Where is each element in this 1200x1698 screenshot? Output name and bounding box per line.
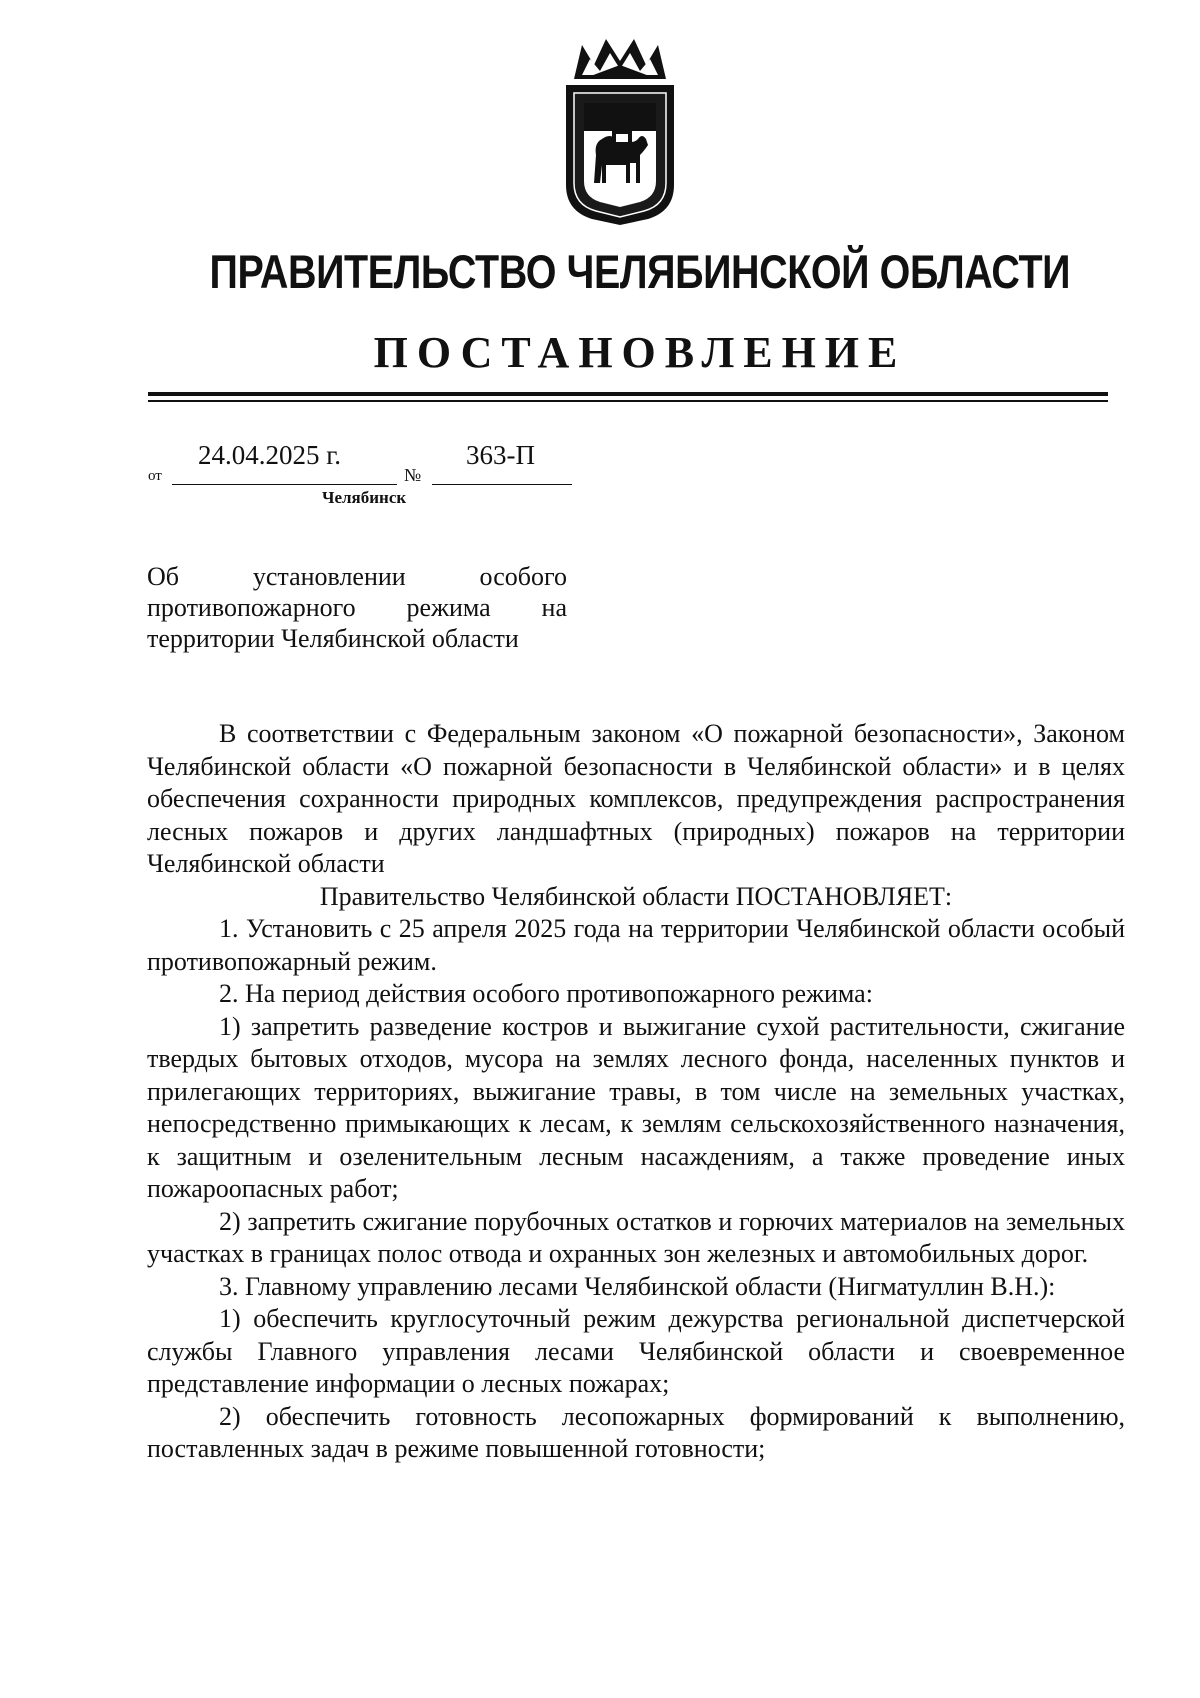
clause-3: 3. Главному управлению лесами Челябинской области (Нигматуллин В.Н.): xyxy=(219,1271,1056,1301)
header-divider-thin xyxy=(148,400,1108,402)
document-body xyxy=(147,718,1125,1466)
clause-1: 1. Установить с 25 апреля 2025 года на территории Челябинской области особый противопожарный режим. xyxy=(147,914,1125,976)
document-number: 363-П xyxy=(466,440,535,470)
from-label: от xyxy=(148,468,162,484)
document-subject: Об установлении особого противопожарного режима на территории Челябинской области xyxy=(147,562,567,653)
preamble-paragraph: В соответствии с Федеральным законом «О пожарной безопасности», Законом Челябинской области «О пожарной безопасности в Челябинской области» и в целях обеспечения сохранности природных комплексов, предупреждения распространения лесных пожаров и других ландшафтных (природных) пожаров на территории Челябинской области xyxy=(147,719,1125,878)
clause-3-item-1: 1) обеспечить круглосуточный режим дежурства региональной диспетчерской службы Главного управления лесами Челябинской области и своевременное представление информации о лесных пожарах; xyxy=(147,1304,1125,1398)
number-label: № xyxy=(404,465,422,485)
number-underline xyxy=(432,484,572,485)
government-title: ПРАВИТЕЛЬСТВО ЧЕЛЯБИНСКОЙ ОБЛАСТИ xyxy=(209,245,1071,298)
clause-2-item-2: 2) запретить сжигание порубочных остатков и горючих материалов на земельных участках в границах полос отвода и охранных зон железных и автомобильных дорог. xyxy=(147,1206,1125,1268)
document-date: 24.04.2025 г. xyxy=(198,440,342,470)
document-type-title: ПОСТАНОВЛЕНИЕ xyxy=(373,328,907,377)
city-label: Челябинск xyxy=(322,488,407,507)
clause-2: 2. На период действия особого противопожарного режима: xyxy=(219,979,873,1008)
resolves-line: Правительство Челябинской области ПОСТАНОВЛЯЕТ: xyxy=(319,881,953,911)
clause-3-item-2: 2) обеспечить готовность лесопожарных формирований к выполнению, поставленных задач в режиме повышенной готовности; xyxy=(147,1401,1125,1463)
clause-2-item-1: 1) запретить разведение костров и выжигание сухой растительности, сжигание твердых бытовых отходов, мусора на землях лесного фонда, населенных пунктов и прилегающих территориях, выжигание травы, в том числе на земельных участках, непосредственно примыкающих к лесам, к землям сельскохозяйственного назначения, к защитным и озеленительным лесным насаждениям, а также проведение иных пожароопасных работ; xyxy=(147,1011,1125,1203)
header-divider-thick xyxy=(148,392,1108,396)
coat-of-arms-emblem-icon xyxy=(560,35,680,225)
date-underline xyxy=(172,484,397,485)
